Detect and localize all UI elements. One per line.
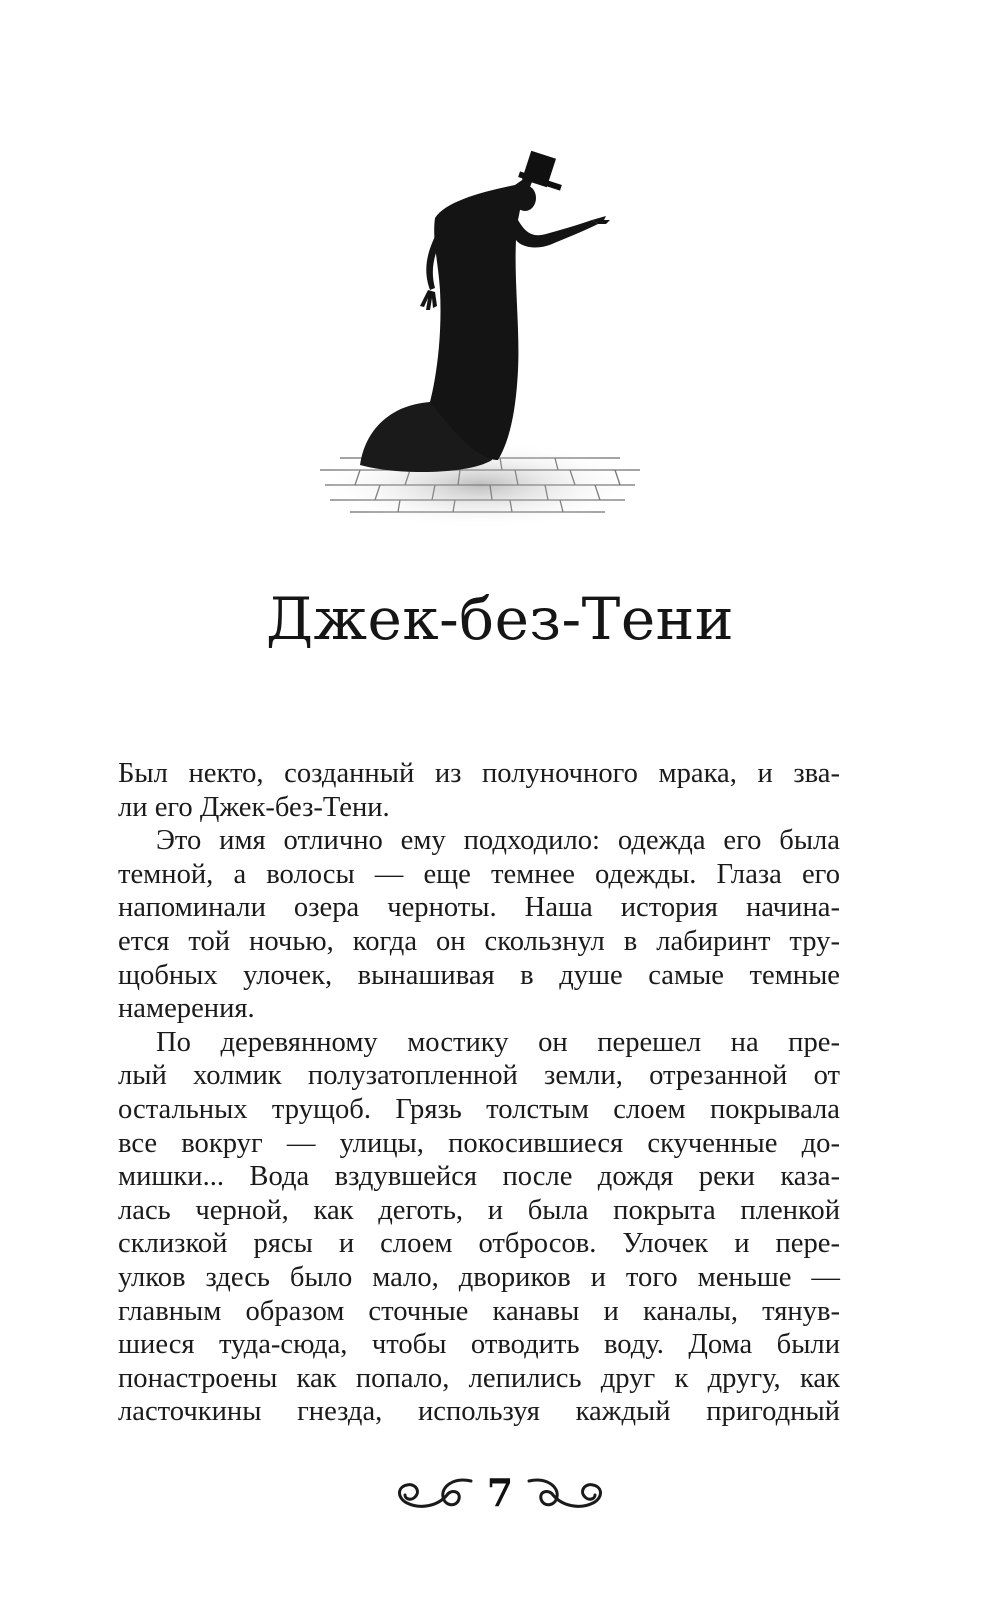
text-line: ли его Джек-без-Тени. <box>118 791 390 823</box>
text-line: лась черной, как деготь, и была покрыта пленкой <box>118 1194 840 1226</box>
text-line: напоминали озера черноты. Наша история начина- <box>118 892 840 924</box>
chapter-title: Джек-без-Тени <box>266 585 734 653</box>
page-number: 7 <box>486 1470 514 1515</box>
chapter-body-text <box>118 757 840 1429</box>
page-folio <box>0 1470 1000 1515</box>
text-line: главным образом сточные канавы и каналы, тянув- <box>118 1295 840 1327</box>
text-line: понастроены как попало, лепились друг к другу, как <box>118 1362 840 1394</box>
text-line: ется той ночью, когда он скользнул в лабиринт тру- <box>118 925 840 957</box>
text-line: остальных трущоб. Грязь толстым слоем покрывала <box>118 1093 840 1125</box>
text-line: Был некто, созданный из полуночного мрака, и зва- <box>118 758 840 789</box>
text-line: Это имя отлично ему подходило: одежда его была <box>156 825 840 857</box>
text-line: намерения. <box>118 993 255 1025</box>
text-line: улков здесь было мало, двориков и того меньше — <box>118 1261 840 1293</box>
text-line: склизкой рясы и слоем отбросов. Улочек и пере- <box>118 1228 840 1260</box>
text-line: ласточкины гнезда, используя каждый пригодный <box>118 1396 840 1428</box>
text-line: По деревянному мостику он перешел на пре- <box>156 1026 840 1058</box>
swash-ornament-right-icon <box>525 1473 607 1513</box>
text-line: шиеся туда-сюда, чтобы отводить воду. Дома были <box>118 1329 840 1361</box>
chapter-illustration <box>320 140 640 530</box>
text-line: лый холмик полузатопленной земли, отрезанной от <box>118 1060 840 1092</box>
text-line: темной, а волосы — еще темнее одежды. Глаза его <box>118 858 840 890</box>
text-line: щобных улочек, вынашивая в душе самые темные <box>118 959 840 991</box>
text-line: все вокруг — улицы, покосившиеся скученные до- <box>118 1127 840 1159</box>
top-hat-shadow-figure-icon <box>320 140 640 530</box>
swash-ornament-left-icon <box>393 1473 475 1513</box>
text-line: мишки... Вода вздувшейся после дождя реки каза- <box>118 1161 840 1193</box>
